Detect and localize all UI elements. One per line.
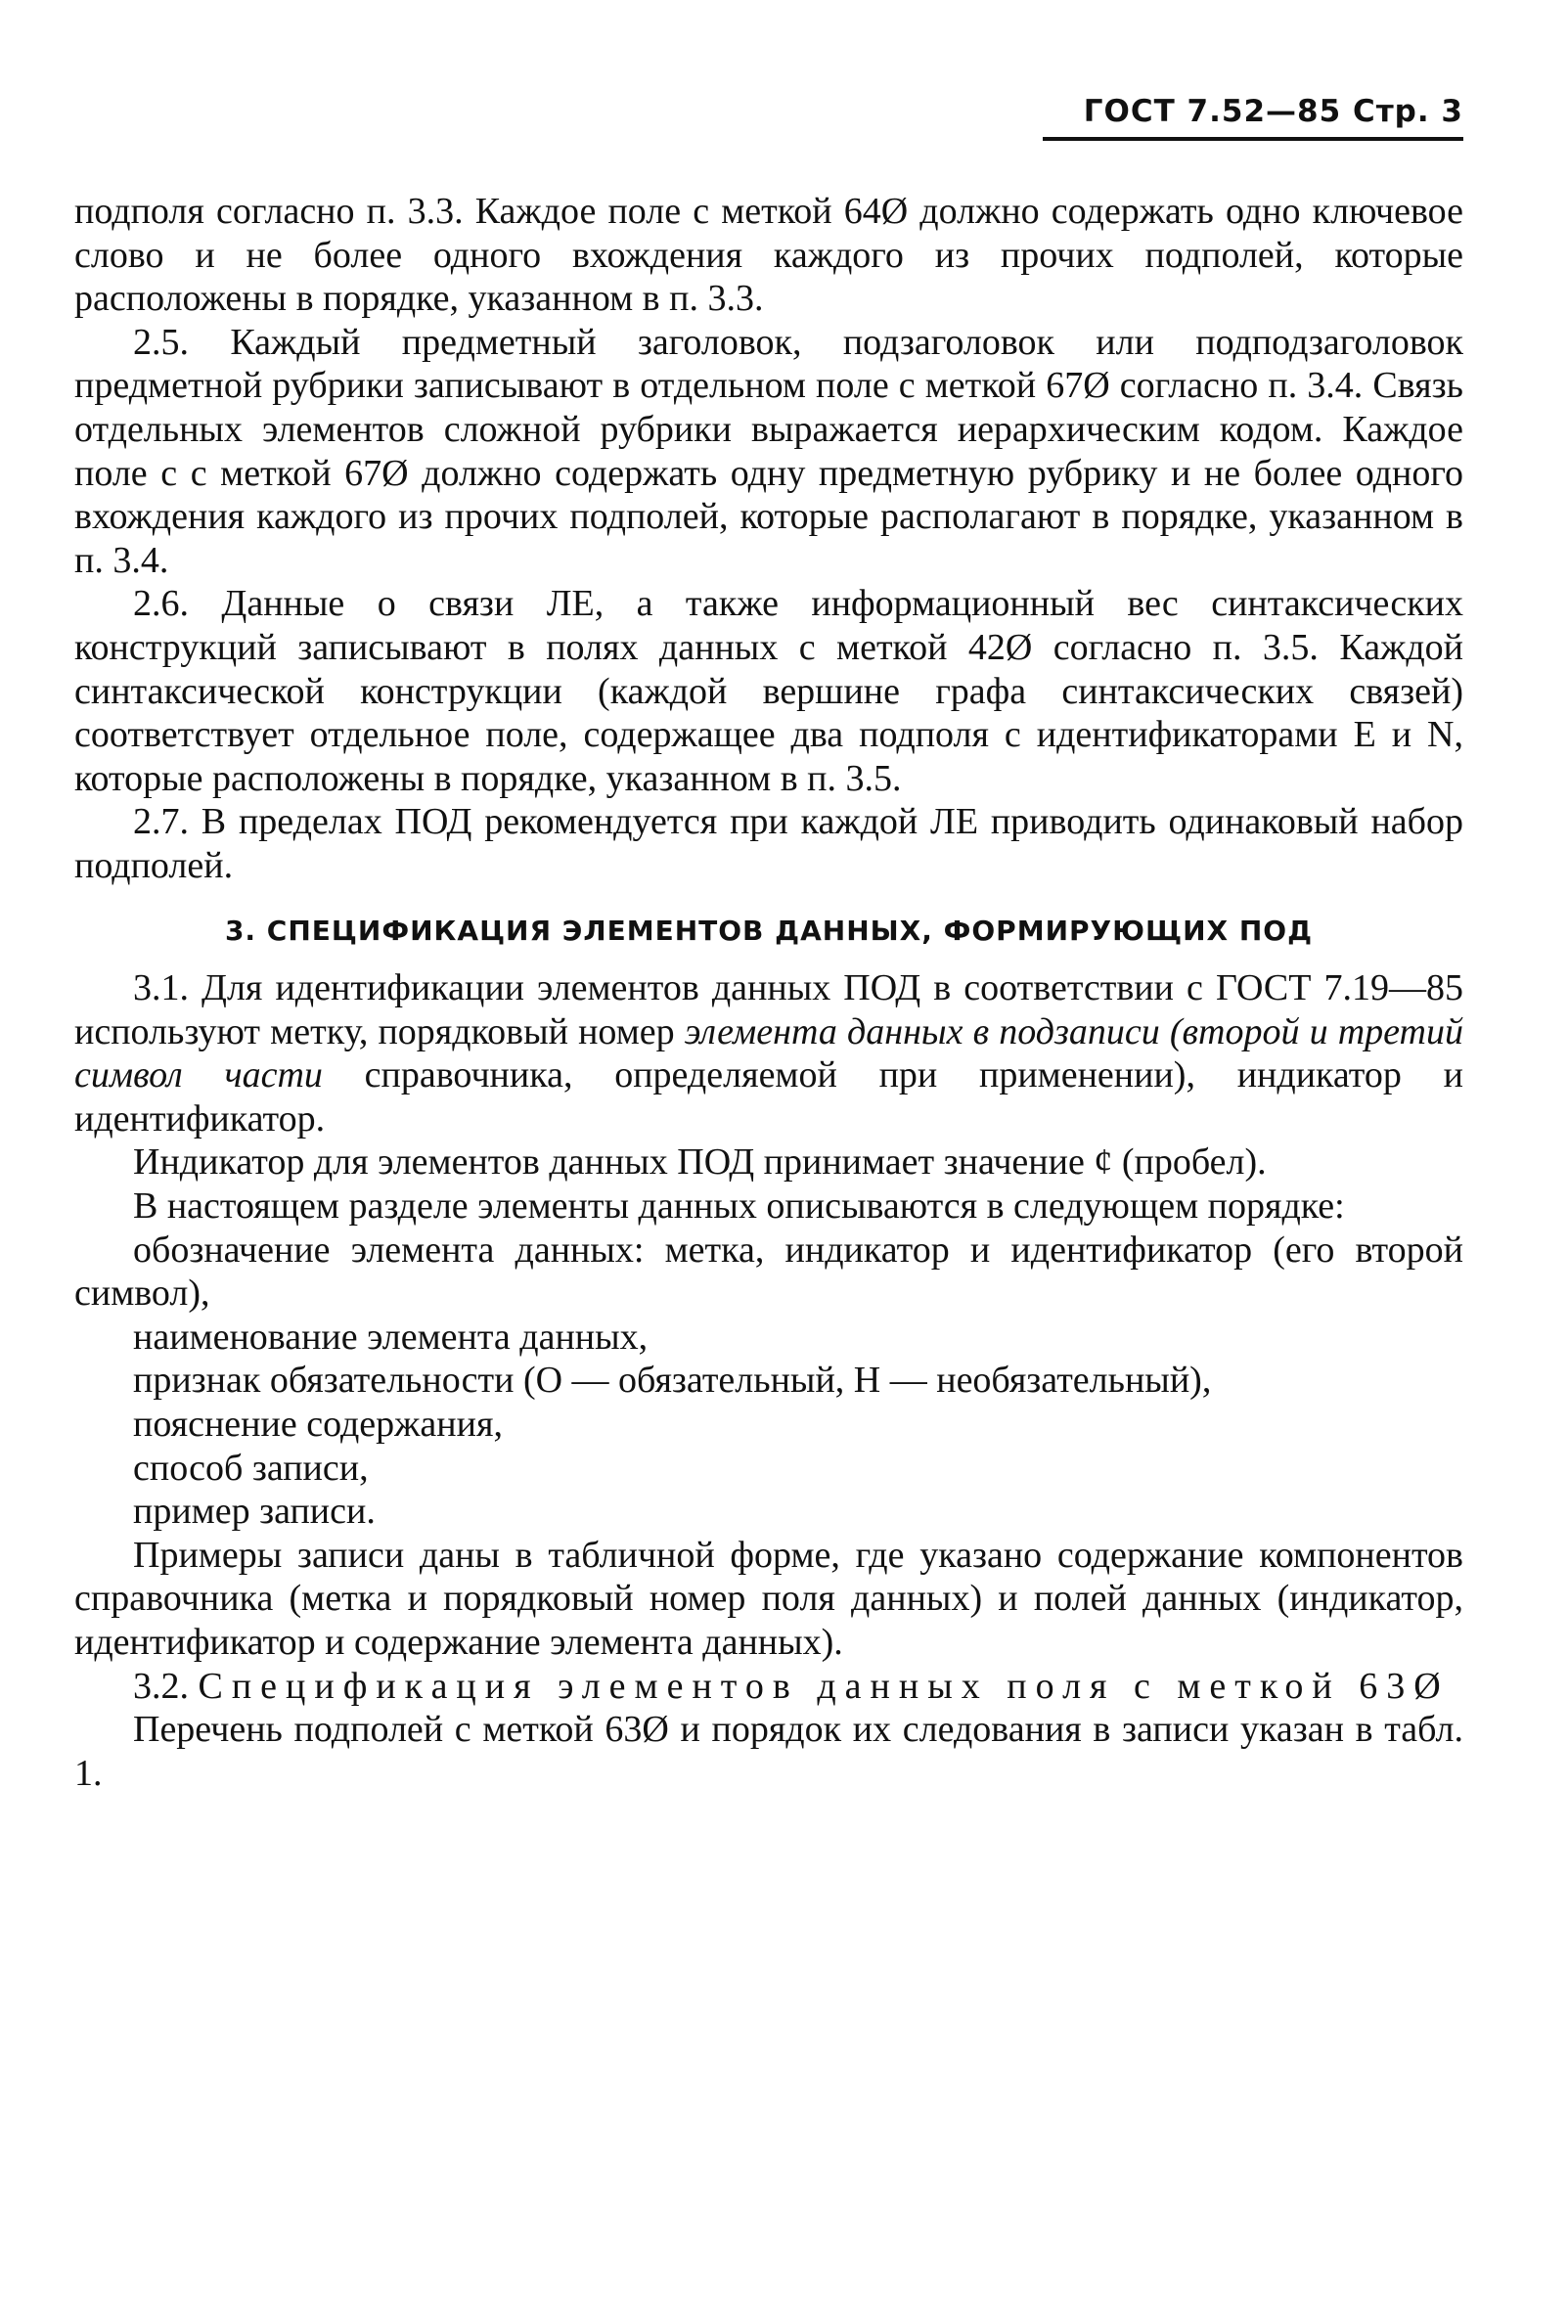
paragraph-3-1 (74, 966, 1463, 1140)
paragraph-3-2 (74, 1665, 1463, 1709)
paragraph-table-ref: Перечень подполей с меткой 63Ø и порядок их следования в записи указан в табл. 1. (74, 1709, 1463, 1794)
paragraph-2-5: 2.5. Каждый предметный заголовок, подзаголовок или подподзаголовок предметной рубрики записывают в отдельном поле с меткой 67Ø согласно п. 3.4. Связь отдельных элементов сложной рубрики выражается иерархическим кодом. Каждое поле с с меткой 67Ø должно содержать одну предметную рубрику и не более одного вхождения каждого из прочих подполей, которые располагают в порядке, указанном в п. 3.4. (74, 321, 1463, 581)
list-item: пример записи. (133, 1491, 376, 1533)
paragraph-3-2-number: 3.2. (133, 1665, 199, 1707)
list-item: пояснение содержания, (133, 1404, 503, 1446)
list-item: способ записи, (133, 1447, 369, 1489)
body-text (74, 190, 1463, 1795)
paragraph-order: В настоящем разделе элементы данных описываются в следующем порядке: (133, 1185, 1345, 1228)
document-page (74, 94, 1463, 2265)
list-item: наименование элемента данных, (133, 1316, 649, 1358)
list-item: признак обязательности (О — обязательный, Н — необязательный), (133, 1360, 1212, 1402)
paragraph-3-1-start: 3.1. Для идентификации элементов данных ПОД в соответствии с ГОСТ 7.19—85 используют метку, порядковый номер (74, 967, 1463, 1052)
section-3-heading: 3. СПЕЦИФИКАЦИЯ ЭЛЕМЕНТОВ ДАННЫХ, ФОРМИРУЮЩИХ ПОД (224, 914, 1314, 947)
paragraph-continuation: подполя согласно п. 3.3. Каждое поле с меткой 64Ø должно содержать одно ключевое слово и не более одного вхождения каждого из прочих подполей, которые расположены в порядке, указанном в п. 3.3. (74, 191, 1463, 320)
paragraph-3-1-italic: элемента данных в подзаписи (второй и третий символ части (74, 1010, 1463, 1096)
paragraph-examples: Примеры записи даны в табличной форме, где указано содержание компонентов справочника (метка и порядковый номер поля данных) и полей данных (индикатор, идентификатор и содержание элемента данных). (74, 1534, 1463, 1663)
paragraph-3-1-end: справочника, определяемой при применении), индикатор и идентификатор. (74, 1054, 1463, 1140)
paragraph-3-2-title: Спецификация элементов данных поля с меткой 63Ø (198, 1665, 1450, 1707)
running-head: ГОСТ 7.52—85 Стр. 3 (1043, 94, 1463, 141)
paragraph-2-6: 2.6. Данные о связи ЛЕ, а также информационный вес синтаксических конструкций записывают в полях данных с меткой 42Ø согласно п. 3.5. Каждой синтаксической конструкции (каждой вершине графа синтаксических связей) соответствует отдельное поле, содержащее два подполя с идентификаторами E и N, которые расположены в порядке, указанном в п. 3.5. (74, 583, 1463, 799)
list-item: обозначение элемента данных: метка, индикатор и идентификатор (его второй символ), (74, 1229, 1463, 1315)
paragraph-indicator: Индикатор для элементов данных ПОД принимает значение ¢ (пробел). (133, 1141, 1267, 1184)
paragraph-2-7: 2.7. В пределах ПОД рекомендуется при каждой ЛЕ приводить одинаковый набор подполей. (74, 801, 1463, 886)
